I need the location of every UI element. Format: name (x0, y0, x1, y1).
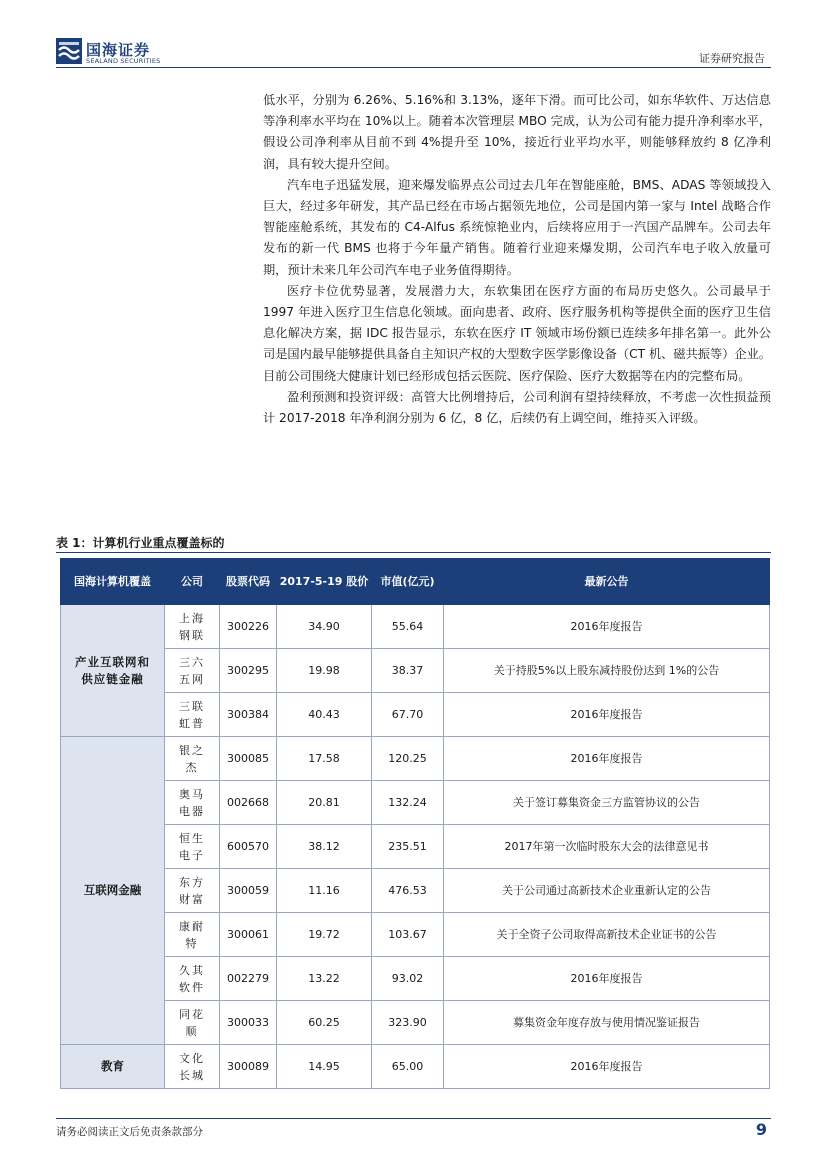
stock-price: 40.43 (277, 693, 372, 737)
stock-price: 17.58 (277, 737, 372, 781)
latest-notice: 2016年度报告 (444, 693, 770, 737)
company-name: 上海钢联 (165, 605, 220, 649)
stock-price: 13.22 (277, 957, 372, 1001)
coverage-table (60, 558, 770, 1089)
stock-code: 002668 (220, 781, 277, 825)
table-row (61, 1045, 770, 1089)
stock-code: 300226 (220, 605, 277, 649)
stock-code: 600570 (220, 825, 277, 869)
footer-disclaimer: 请务必阅读正文后免责条款部分 (56, 1126, 203, 1138)
page-number: 9 (755, 1120, 767, 1139)
stock-price: 34.90 (277, 605, 372, 649)
header-divider (56, 67, 771, 68)
paragraph-medical: 医疗卡位优势显著，发展潜力大，东软集团在医疗方面的布局历史悠久。公司最早于 1997 年进入医疗卫生信息化领域。面向患者、政府、医疗服务机构等提供全面的医疗卫生信息化解决方案，据 IDC 报告显示，东软在医疗 IT 领域市场份额已连续多年排名第一。此外公司是国内最早能够提供具备自主知识产权的大型数字医学影像设备（CT 机、磁共振等）企业。目前公司围绕大健康计划已经形成包括云医院、医疗保险、医疗大数据等在内的完整布局。 (263, 283, 771, 383)
stock-code: 300295 (220, 649, 277, 693)
market-cap: 65.00 (372, 1045, 444, 1089)
market-cap: 93.02 (372, 957, 444, 1001)
latest-notice: 关于公司通过高新技术企业重新认定的公告 (444, 869, 770, 913)
table-row (61, 737, 770, 781)
stock-code: 300033 (220, 1001, 277, 1045)
stock-price: 14.95 (277, 1045, 372, 1089)
paragraph-margin-analysis: 低水平，分别为 6.26%、5.16%和 3.13%，逐年下滑。而可比公司，如东华软件、万达信息等净利率水平均在 10%以上。随着本次管理层 MBO 完成，认为公司有能力提升净利率水平，假设公司净利率从目前不到 4%提升至 10%，接近行业平均水平，则能够释放约 8 亿净利润，具有较大提升空间。 (263, 93, 771, 171)
header-coverage: 国海计算机覆盖 (61, 559, 165, 605)
latest-notice: 2016年度报告 (444, 1045, 770, 1089)
stock-code: 300061 (220, 913, 277, 957)
paragraph-auto-electronics: 汽车电子迅猛发展，迎来爆发临界点公司过去几年在智能座舱，BMS、ADAS 等领域投入巨大，经过多年研发，其产品已经在市场占据领先地位，公司是国内第一家与 Intel 战略合作智能座舱系统，其发布的 C4-Alfus 系统惊艳业内，后续将应用于一汽国产品牌车。公司去年发布的新一代 BMS 也将于今年量产销售。随着行业迎来爆发期，公司汽车电子收入放量可期，预计未来几年公司汽车电子业务值得期待。 (263, 177, 771, 277)
stock-price: 38.12 (277, 825, 372, 869)
market-cap: 120.25 (372, 737, 444, 781)
category-internet-finance: 互联网金融 (61, 737, 165, 1045)
latest-notice: 2016年度报告 (444, 605, 770, 649)
table-row (61, 1001, 770, 1045)
latest-notice: 募集资金年度存放与使用情况鉴证报告 (444, 1001, 770, 1045)
company-name: 恒生电子 (165, 825, 220, 869)
table-row (61, 913, 770, 957)
paragraph-rating: 盈利预测和投资评级：高管大比例增持后，公司利润有望持续释放，不考虑一次性损益预计 2017-2018 年净利润分别为 6 亿，8 亿，后续仍有上调空间，维持买入评级。 (263, 389, 771, 426)
stock-code: 300384 (220, 693, 277, 737)
table-title-rule (56, 552, 771, 553)
header-company: 公司 (165, 559, 220, 605)
company-name: 银之杰 (165, 737, 220, 781)
company-name: 三六五网 (165, 649, 220, 693)
stock-code: 300059 (220, 869, 277, 913)
category-education: 教育 (61, 1045, 165, 1089)
company-name: 三联虹普 (165, 693, 220, 737)
table-row (61, 693, 770, 737)
stock-code: 002279 (220, 957, 277, 1001)
page-header (0, 0, 827, 72)
market-cap: 103.67 (372, 913, 444, 957)
table-row (61, 781, 770, 825)
stock-price: 19.72 (277, 913, 372, 957)
market-cap: 55.64 (372, 605, 444, 649)
market-cap: 132.24 (372, 781, 444, 825)
company-name: 东方财富 (165, 869, 220, 913)
table-row (61, 825, 770, 869)
company-name: 同花顺 (165, 1001, 220, 1045)
header-price: 2017-5-19 股价 (277, 559, 372, 605)
market-cap: 235.51 (372, 825, 444, 869)
header-latest-notice: 最新公告 (444, 559, 770, 605)
stock-price: 20.81 (277, 781, 372, 825)
stock-price: 19.98 (277, 649, 372, 693)
table-row (61, 605, 770, 649)
latest-notice: 关于持股5%以上股东减持股份达到 1%的公告 (444, 649, 770, 693)
stock-code: 300089 (220, 1045, 277, 1089)
stock-price: 11.16 (277, 869, 372, 913)
company-name: 久其软件 (165, 957, 220, 1001)
company-logo (56, 38, 168, 68)
market-cap: 38.37 (372, 649, 444, 693)
latest-notice: 关于签订募集资金三方监管协议的公告 (444, 781, 770, 825)
latest-notice: 2017年第一次临时股东大会的法律意见书 (444, 825, 770, 869)
company-name: 文化长城 (165, 1045, 220, 1089)
header-market-cap: 市值(亿元) (372, 559, 444, 605)
header-code: 股票代码 (220, 559, 277, 605)
table-row (61, 957, 770, 1001)
company-name: 奥马电器 (165, 781, 220, 825)
logo-english-name: SEALAND SECURITIES (86, 57, 161, 65)
report-type-label: 证券研究报告 (699, 52, 765, 65)
report-body (263, 90, 771, 429)
table-title: 表 1：计算机行业重点覆盖标的 (56, 536, 225, 550)
market-cap: 323.90 (372, 1001, 444, 1045)
table-row (61, 649, 770, 693)
logo-chinese-name: 国海证券 (86, 41, 151, 59)
stock-code: 300085 (220, 737, 277, 781)
stock-price: 60.25 (277, 1001, 372, 1045)
latest-notice: 2016年度报告 (444, 737, 770, 781)
sealand-logo-icon (56, 38, 82, 64)
latest-notice: 2016年度报告 (444, 957, 770, 1001)
table-row (61, 869, 770, 913)
latest-notice: 关于全资子公司取得高新技术企业证书的公告 (444, 913, 770, 957)
table-header-row (61, 559, 770, 605)
company-name: 康耐特 (165, 913, 220, 957)
category-supply-chain-finance: 产业互联网和供应链金融 (61, 605, 165, 737)
footer-divider (56, 1118, 771, 1119)
market-cap: 476.53 (372, 869, 444, 913)
market-cap: 67.70 (372, 693, 444, 737)
